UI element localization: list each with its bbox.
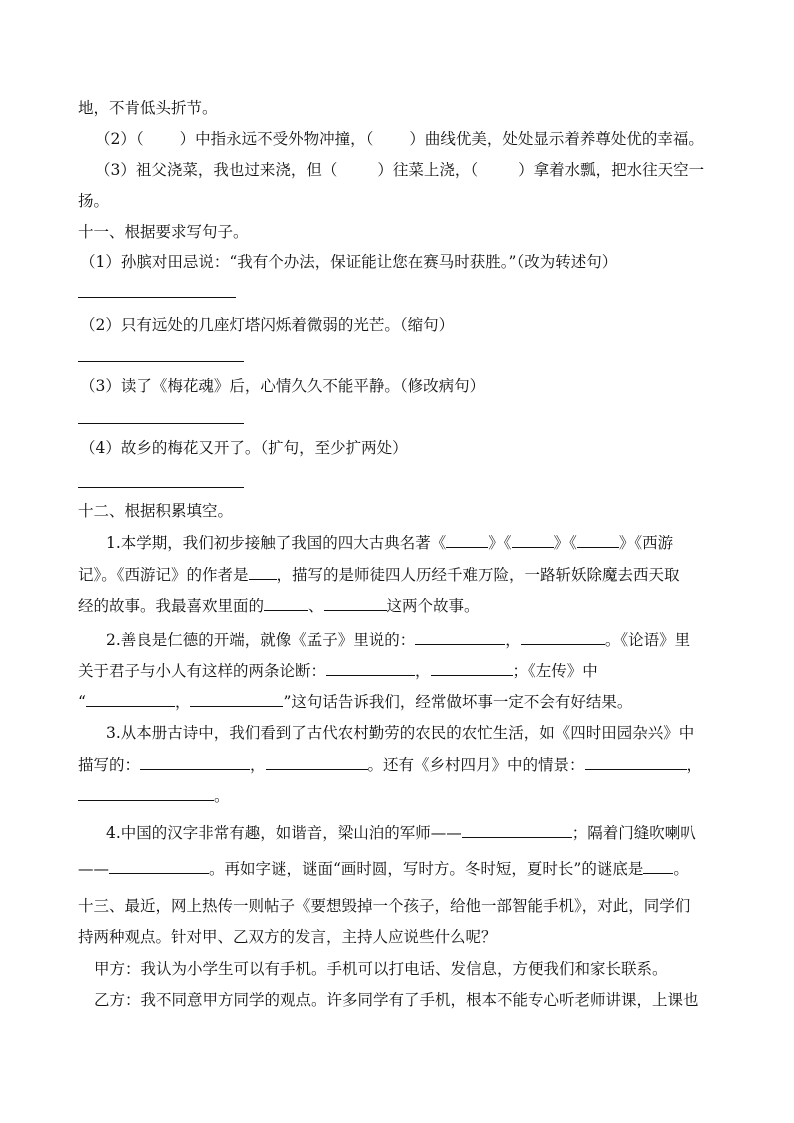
text-line (78, 190, 109, 212)
s11-item-3 (80, 375, 485, 397)
answer-line[interactable] (78, 423, 244, 424)
text: 。还有《乡村四月》中的情景： (367, 756, 585, 774)
text: ”这句话告诉我们，经常做坏事一定不会有好结果。 (283, 693, 633, 711)
question-2 (95, 128, 704, 150)
text: 》《 (488, 534, 512, 552)
blank[interactable] (415, 628, 505, 645)
text: 。再如字谜，谜面“画时圆，写时方。冬时短，夏时长”的谜底是 (209, 860, 644, 878)
text: （3）读了《梅花魂》后，心情久久不能平静。（修改病句） (80, 377, 486, 395)
blank[interactable] (266, 753, 368, 770)
text: （2）只有远处的几座灯塔闪烁着微弱的光芒。（缩句） (80, 316, 455, 334)
blank[interactable] (326, 659, 415, 676)
s12-p2 (78, 659, 598, 682)
section-11-title (78, 221, 249, 243)
section-12-title (78, 500, 233, 522)
text: 扬。 (78, 192, 110, 210)
blank[interactable] (512, 531, 554, 548)
text: 2.善良是仁德的开端，就像《孟子》里说的： (106, 631, 416, 649)
text: 十三、最近，网上热传一则帖子《要想毁掉一个孩子，给他一部智能手机》，对此，同学们 (78, 897, 691, 915)
s11-item-4 (80, 437, 408, 459)
text: 地，不肯低头折节。 (78, 99, 218, 117)
text: ）中指永远不受外物冲撞，（ (179, 130, 374, 148)
text: （4）故乡的梅花又开了。（扩句，至少扩两处） (80, 439, 408, 457)
text: 4.中国的汉字非常有趣，如谐音，梁山泊的军师—— (106, 824, 462, 842)
text: 记》。《西游记》的作者是 (78, 566, 249, 584)
s12-p2 (106, 628, 690, 651)
text: 甲方：我认为小学生可以有手机。手机可以打电话、发信息，方便我们和家长联系。 (94, 960, 668, 978)
text: 经的故事。我最喜欢里面的 (78, 597, 265, 615)
text: 描写的： (78, 756, 141, 774)
text: （1）孙膑对田忌说：“我有个办法，保证能让您在赛马时获胜。”（改为转述句） (80, 253, 618, 271)
text: 十一、根据要求写句子。 (78, 223, 249, 241)
text: 、 (308, 597, 324, 615)
text: 这两个故事。 (386, 597, 480, 615)
answer-line[interactable] (78, 361, 244, 362)
text: 。《论语》里 (604, 631, 691, 649)
text: 十二、根据积累填空。 (78, 502, 234, 520)
text-line (78, 97, 218, 119)
blank[interactable] (190, 690, 283, 707)
text: （2）（ (95, 130, 144, 148)
text: 乙方：我不同意甲方同学的观点。许多同学有了手机，根本不能专心听老师讲课，上课也 (94, 991, 699, 1009)
text: ；隔着门缝吹喇叭 (571, 824, 696, 842)
text: “ (78, 693, 86, 711)
answer-line[interactable] (78, 297, 236, 298)
s12-p1 (78, 563, 680, 586)
blank[interactable] (446, 531, 488, 548)
blank[interactable] (86, 690, 175, 707)
text: ；《左传》中 (512, 662, 598, 680)
text: ）拿着水瓢，把水往天空一 (518, 161, 705, 179)
blank[interactable] (140, 753, 250, 770)
text: 》《 (553, 534, 577, 552)
blank[interactable] (78, 784, 214, 801)
s12-p4 (78, 857, 689, 880)
text: ， (250, 756, 266, 774)
text: 3.从本册古诗中，我们看到了古代农村勤劳的农民的农忙生活，如《四时田园杂兴》中 (106, 724, 695, 742)
s12-p4 (106, 821, 696, 844)
s12-p1 (78, 594, 480, 617)
text: 。 (673, 860, 689, 878)
text: —— (78, 860, 109, 878)
s12-p1 (106, 531, 673, 554)
blank[interactable] (585, 753, 687, 770)
text: ）往菜上浇，（ (377, 161, 479, 179)
text: ， (686, 756, 703, 774)
blank[interactable] (249, 563, 277, 580)
text: 持两种观点。针对甲、乙双方的发言，主持人应说些什么呢？ (78, 928, 497, 946)
blank[interactable] (264, 594, 308, 611)
text: ，描写的是师徒四人历经千难万险，一路斩妖除魔去西天取 (276, 566, 680, 584)
text: 》《西游 (618, 534, 674, 552)
blank[interactable] (643, 857, 673, 874)
blank[interactable] (577, 531, 619, 548)
text: 。 (214, 787, 230, 805)
s12-p3 (106, 722, 694, 744)
s11-item-2 (80, 314, 454, 336)
text: 1.本学期，我们初步接触了我国的四大古典名著《 (106, 534, 447, 552)
s13-jia (94, 958, 668, 980)
blank[interactable] (462, 821, 572, 838)
s12-p2 (78, 690, 632, 713)
text: （3）祖父浇菜，我也过来浇，但（ (95, 161, 338, 179)
text: 关于君子与小人有这样的两条论断： (78, 662, 327, 680)
blank[interactable] (109, 857, 209, 874)
blank[interactable] (431, 659, 513, 676)
blank[interactable] (324, 594, 387, 611)
s12-p3 (78, 784, 230, 807)
s13-yi (94, 989, 699, 1011)
text: ）曲线优美，处处显示着养尊处优的幸福。 (409, 130, 704, 148)
s11-item-1 (80, 251, 617, 273)
question-3 (95, 159, 704, 181)
section-13-title (78, 895, 690, 917)
blank[interactable] (521, 628, 605, 645)
text: ， (505, 631, 521, 649)
section-13-title (78, 926, 497, 948)
s12-p3 (78, 753, 702, 776)
text: ， (415, 662, 431, 680)
answer-line[interactable] (78, 487, 244, 488)
text: ， (174, 693, 191, 711)
